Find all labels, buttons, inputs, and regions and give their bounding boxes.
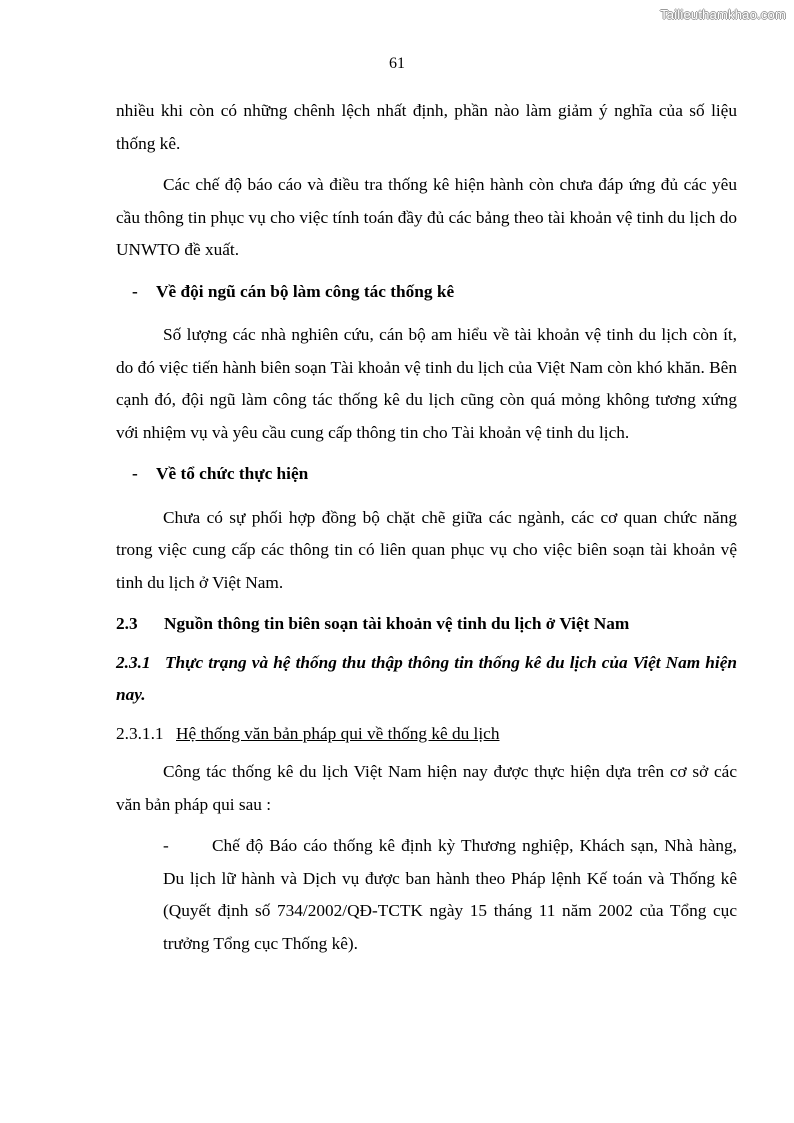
document-body bbox=[116, 95, 737, 960]
heading-organization-text: Về tổ chức thực hiện bbox=[156, 464, 309, 483]
section-heading-2-3-1 bbox=[116, 647, 737, 712]
dash-marker: - bbox=[132, 281, 138, 301]
section-heading-2-3-1-1 bbox=[116, 718, 737, 751]
dash-marker: - bbox=[132, 464, 138, 483]
paragraph-organization: Chưa có sự phối hợp đồng bộ chặt chẽ giữa các ngành, các cơ quan chức năng trong việc cung cấp các thông tin có liên quan phục vụ cho việc biên soạn tài khoản vệ tinh du lịch ở Việt Nam. bbox=[116, 507, 737, 592]
section-heading-2-3 bbox=[116, 608, 737, 641]
list-marker: - bbox=[163, 836, 169, 855]
heading-staff-text: Về đội ngũ cán bộ làm công tác thống kê bbox=[156, 281, 455, 301]
page-number: 61 bbox=[389, 55, 405, 72]
section-title: Thực trạng và hệ thống thu thập thông tin thống kê du lịch của Việt Nam hiện nay. bbox=[116, 652, 737, 704]
paragraph-reporting-regimes: Các chế độ báo cáo và điều tra thống kê hiện hành còn chưa đáp ứng đủ các yêu cầu thông tin phục vụ cho việc tính toán đầy đủ các bảng theo tài khoản vệ tinh du lịch do UNWTO đề xuất. bbox=[116, 175, 738, 259]
list-item-text: Chế độ Báo cáo thống kê định kỳ Thương nghiệp, Khách sạn, Nhà hàng, Du lịch lữ hành và Dịch vụ được ban hành theo Pháp lệnh Kế toán và Thống kê (Quyết định số 734/2002/QĐ-TCTK ngày 15 tháng 11 năm 2002 của Tổng cục trưởng Tổng cục Thống kê). bbox=[163, 836, 737, 953]
watermark: Tailieuthamkhao.com bbox=[660, 7, 786, 22]
section-number: 2.3.1.1 bbox=[116, 723, 164, 743]
paragraph-continuation: nhiều khi còn có những chênh lệch nhất định, phần nào làm giảm ý nghĩa của số liệu thống kê. bbox=[116, 101, 737, 153]
section-number: 2.3.1 bbox=[116, 652, 151, 672]
section-title: Hệ thống văn bản pháp qui về thống kê du lịch bbox=[176, 723, 500, 743]
heading-organization bbox=[132, 458, 737, 491]
paragraph-legal-documents: Công tác thống kê du lịch Việt Nam hiện nay được thực hiện dựa trên cơ sở các văn bản pháp qui sau : bbox=[116, 762, 737, 814]
list-item bbox=[163, 830, 737, 960]
paragraph-staff: Số lượng các nhà nghiên cứu, cán bộ am hiểu về tài khoản vệ tinh du lịch còn ít, do đó việc tiến hành biên soạn Tài khoản vệ tinh du lịch của Việt Nam còn khó khăn. Bên cạnh đó, đội ngũ làm công tác thống kê du lịch cũng còn quá mỏng không tương xứng với nhiệm vụ và yêu cầu cung cấp thông tin cho Tài khoản vệ tinh du lịch. bbox=[116, 325, 737, 442]
heading-staff bbox=[132, 276, 737, 309]
section-number: 2.3 bbox=[116, 614, 138, 633]
section-title: Nguồn thông tin biên soạn tài khoản vệ tinh du lịch ở Việt Nam bbox=[164, 614, 630, 633]
